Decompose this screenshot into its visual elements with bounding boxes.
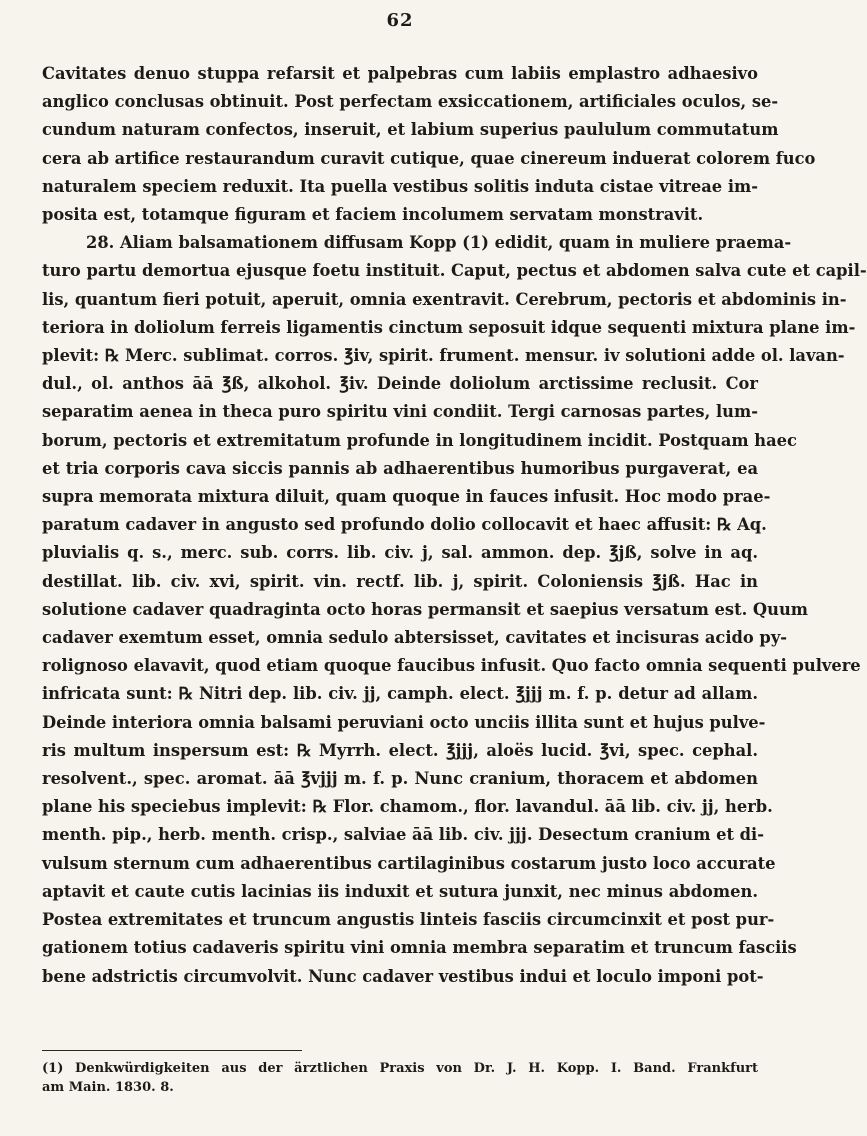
text-line: supra memorata mixtura diluit, quam quoque in fauces infusit. Hoc modo prae-	[42, 487, 771, 507]
text-line: bene adstrictis circumvolvit. Nunc cadaver vestibus indui et loculo imponi pot-	[42, 966, 764, 986]
text-line: teriora in doliolum ferreis ligamentis cinctum seposuit idque sequenti mixtura plane im-	[42, 317, 856, 337]
text-line: borum, pectoris et extremitatum profunde in longitudinem incidit. Postquam haec	[42, 430, 797, 450]
footnote-line: (1) Denkwürdigkeiten aus der ärztlichen Praxis von Dr. J. H. Kopp. I. Band. Frankfurt	[42, 1061, 758, 1076]
text-line: cadaver exemtum esset, omnia sedulo abtersisset, cavitates et incisuras acido py-	[42, 628, 788, 648]
text-line: pluvialis q. s., merc. sub. corrs. lib. civ. j, sal. ammon. dep. ℥jß, solve in aq.	[42, 543, 758, 563]
text-line: plane his speciebus implevit: ℞ Flor. chamom., flor. lavandul. āā lib. civ. jj, herb.	[42, 797, 773, 817]
footnote-rule	[42, 1050, 302, 1051]
text-line: gationem totius cadaveris spiritu vini omnia membra separatim et truncum fasciis	[42, 938, 797, 958]
text-line: destillat. lib. civ. xvi, spirit. vin. rectf. lib. j, spirit. Coloniensis ℥jß. Hac in	[42, 571, 758, 591]
text-line: turo partu demortua ejusque foetu instituit. Caput, pectus et abdomen salva cute et capil-	[42, 261, 867, 281]
text-line: Cavitates denuo stuppa refarsit et palpebras cum labiis emplastro adhaesivo	[42, 64, 758, 83]
text-line: et tria corporis cava siccis pannis ab adhaerentibus humoribus purgaverat, ea	[42, 458, 758, 478]
text-line: aptavit et caute cutis lacinias iis induxit et sutura junxit, nec minus abdomen.	[42, 881, 758, 901]
text-line: ris multum inspersum est: ℞ Myrrh. elect. ℥jjj, aloës lucid. ℥vi, spec. cephal.	[42, 740, 758, 760]
footnote-line: am Main. 1830. 8.	[42, 1080, 174, 1095]
text-line: cera ab artifice restaurandum curavit cutique, quae cinereum induerat colorem fuco	[42, 148, 816, 168]
text-line: Postea extremitates et truncum angustis linteis fasciis circumcinxit et post pur-	[42, 910, 775, 930]
footnote	[42, 1059, 758, 1097]
text-line: rolignoso elavavit, quod etiam quoque faucibus infusit. Quo facto omnia sequenti pulvere	[42, 656, 861, 676]
page-number: 62	[386, 10, 414, 31]
text-line: dul., ol. anthos āā ℥ß, alkohol. ℥iv. Deinde doliolum arctissime reclusit. Cor	[42, 374, 758, 394]
text-line: 28. Aliam balsamationem diffusam Kopp (1) edidit, quam in muliere praema-	[86, 233, 792, 253]
text-line: separatim aenea in theca puro spiritu vini condiit. Tergi carnosas partes, lum-	[42, 402, 758, 422]
text-line: vulsum sternum cum adhaerentibus cartilaginibus costarum justo loco accurate	[42, 853, 776, 873]
text-line: menth. pip., herb. menth. crisp., salviae āā lib. civ. jjj. Desectum cranium et di-	[42, 825, 765, 845]
text-line: naturalem speciem reduxit. Ita puella vestibus solitis induta cistae vitreae im-	[42, 176, 758, 196]
text-line: lis, quantum fieri potuit, aperuit, omnia exentravit. Cerebrum, pectoris et abdominis in-	[42, 289, 847, 309]
text-line: resolvent., spec. aromat. āā ℥vjjj m. f. p. Nunc cranium, thoracem et abdomen	[42, 769, 758, 789]
text-line: solutione cadaver quadraginta octo horas permansit et saepius versatum est. Quum	[42, 599, 809, 619]
text-line: anglico conclusas obtinuit. Post perfectam exsiccationem, artificiales oculos, se-	[42, 92, 779, 112]
text-line: cundum naturam confectos, inseruit, et labium superius paululum commutatum	[42, 120, 779, 140]
text-line: Deinde interiora omnia balsami peruviani octo unciis illita sunt et hujus pulve-	[42, 712, 766, 732]
body-text	[42, 60, 867, 991]
text-line: plevit: ℞ Merc. sublimat. corros. ℥iv, spirit. frument. mensur. iv solutioni adde ol. lavan-	[42, 346, 845, 366]
text-line: posita est, totamque figuram et faciem incolumem servatam monstravit.	[42, 205, 704, 225]
text-line: infricata sunt: ℞ Nitri dep. lib. civ. jj, camph. elect. ℥jjj m. f. p. detur ad allam.	[42, 684, 758, 704]
text-line: paratum cadaver in angusto sed profundo dolio collocavit et haec affusit: ℞ Aq.	[42, 515, 767, 535]
